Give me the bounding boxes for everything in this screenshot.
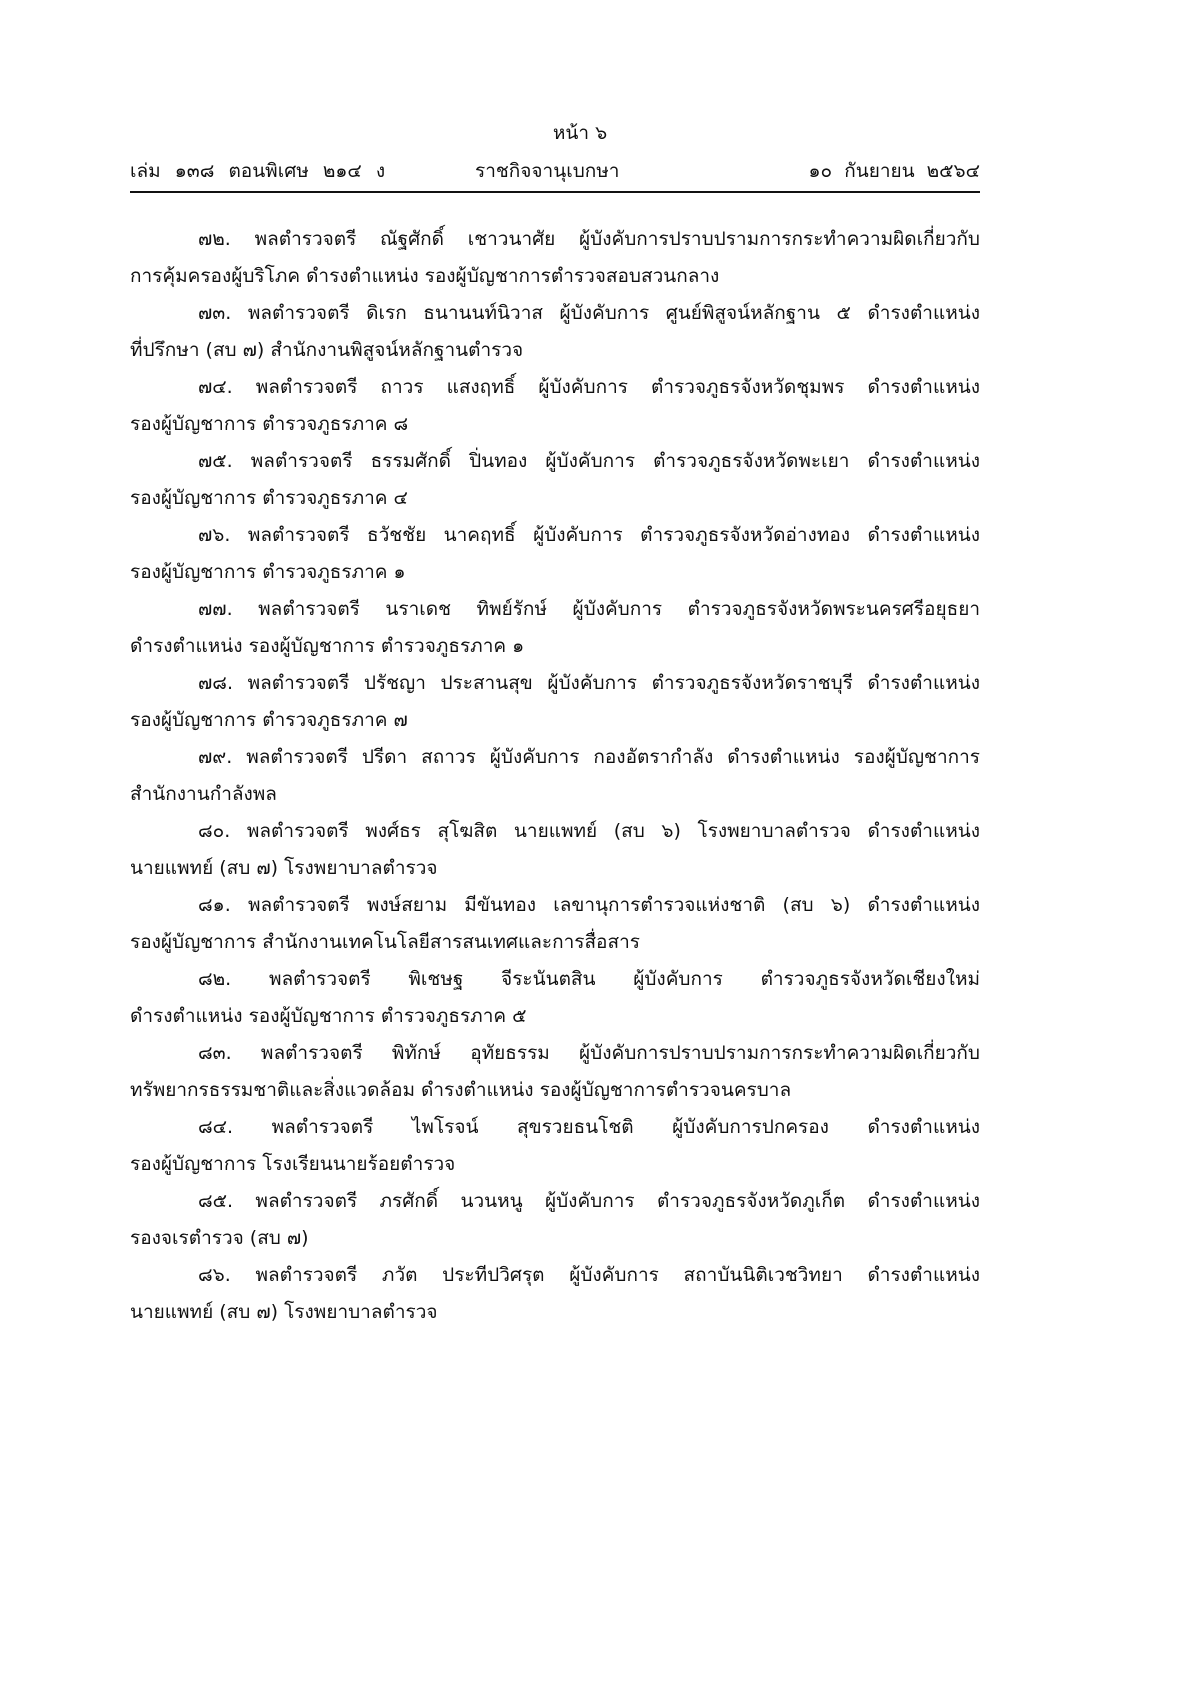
item-line-continuation: การคุ้มครองผู้บริโภค ดำรงตำแหน่ง รองผู้บัญชาการตำรวจสอบสวนกลาง — [130, 265, 720, 287]
item-line-continuation: รองผู้บัญชาการ โรงเรียนนายร้อยตำรวจ — [130, 1153, 456, 1175]
item-line-first: ๗๓. พลตำรวจตรี ดิเรก ธนานนท์นิวาส ผู้บังคับการ ศูนย์พิสูจน์หลักฐาน ๕ ดำรงตำแหน่ง — [198, 302, 980, 324]
page-number — [0, 118, 1200, 148]
appointment-item — [130, 890, 980, 964]
page-number-text: หน้า ๖ — [552, 122, 608, 144]
item-line-continuation: รองผู้บัญชาการ ตำรวจภูธรภาค ๑ — [130, 561, 406, 583]
item-line-first: ๗๗. พลตำรวจตรี นราเดช ทิพย์รักษ์ ผู้บังคับการ ตำรวจภูธรจังหวัดพระนครศรีอยุธยา — [198, 598, 980, 620]
item-line-continuation: ดำรงตำแหน่ง รองผู้บัญชาการ ตำรวจภูธรภาค ๑ — [130, 635, 525, 657]
appointment-item — [130, 1112, 980, 1186]
item-line-first: ๗๒. พลตำรวจตรี ณัฐศักดิ์ เชาวนาศัย ผู้บังคับการปราบปรามการกระทำความผิดเกี่ยวกับ — [198, 228, 980, 250]
item-line-continuation: รองผู้บัญชาการ ตำรวจภูธรภาค ๔ — [130, 487, 408, 509]
item-line-continuation: นายแพทย์ (สบ ๗) โรงพยาบาลตำรวจ — [130, 857, 438, 879]
item-line-continuation: ดำรงตำแหน่ง รองผู้บัญชาการ ตำรวจภูธรภาค ๕ — [130, 1005, 527, 1027]
item-line-continuation: สำนักงานกำลังพล — [130, 783, 277, 805]
item-line-continuation: รองผู้บัญชาการ สำนักงานเทคโนโลยีสารสนเทศและการสื่อสาร — [130, 931, 640, 953]
appointment-item — [130, 668, 980, 742]
appointment-item — [130, 964, 980, 1038]
item-line-first: ๗๕. พลตำรวจตรี ธรรมศักดิ์ ปิ่นทอง ผู้บังคับการ ตำรวจภูธรจังหวัดพะเยา ดำรงตำแหน่ง — [198, 450, 980, 472]
appointment-item — [130, 224, 980, 298]
item-line-continuation: รองจเรตำรวจ (สบ ๗) — [130, 1227, 309, 1249]
item-line-first: ๗๔. พลตำรวจตรี ถาวร แสงฤทธิ์ ผู้บังคับการ ตำรวจภูธรจังหวัดชุมพร ดำรงตำแหน่ง — [198, 376, 980, 398]
item-line-first: ๗๘. พลตำรวจตรี ปรัชญา ประสานสุข ผู้บังคับการ ตำรวจภูธรจังหวัดราชบุรี ดำรงตำแหน่ง — [198, 672, 980, 694]
item-line-continuation: รองผู้บัญชาการ ตำรวจภูธรภาค ๗ — [130, 709, 408, 731]
appointment-item — [130, 1260, 980, 1334]
appointment-item — [130, 742, 980, 816]
item-line-first: ๘๒. พลตำรวจตรี พิเชษฐ จีระนันตสิน ผู้บังคับการ ตำรวจภูธรจังหวัดเชียงใหม่ — [198, 968, 980, 990]
volume-issue: เล่ม ๑๓๘ ตอนพิเศษ ๒๑๔ ง — [130, 160, 386, 182]
appointment-item — [130, 298, 980, 372]
appointment-item — [130, 372, 980, 446]
document-body — [130, 224, 980, 1334]
publication-date: ๑๐ กันยายน ๒๕๖๔ — [808, 160, 980, 182]
appointment-item — [130, 594, 980, 668]
item-line-first: ๘๕. พลตำรวจตรี ภรศักดิ์ นวนหนู ผู้บังคับการ ตำรวจภูธรจังหวัดภูเก็ต ดำรงตำแหน่ง — [198, 1190, 980, 1212]
item-line-first: ๘๐. พลตำรวจตรี พงศ์ธร สุโฆสิต นายแพทย์ (สบ ๖) โรงพยาบาลตำรวจ ดำรงตำแหน่ง — [198, 820, 980, 842]
appointment-item — [130, 446, 980, 520]
item-line-continuation: ทรัพยากรธรรมชาติและสิ่งแวดล้อม ดำรงตำแหน่ง รองผู้บัญชาการตำรวจนครบาล — [130, 1079, 792, 1101]
running-header — [130, 156, 980, 186]
appointment-item — [130, 520, 980, 594]
publication-title: ราชกิจจานุเบกษา — [475, 160, 620, 182]
appointment-item — [130, 816, 980, 890]
item-line-continuation: รองผู้บัญชาการ ตำรวจภูธรภาค ๘ — [130, 413, 409, 435]
item-line-first: ๗๙. พลตำรวจตรี ปรีดา สถาวร ผู้บังคับการ กองอัตรากำลัง ดำรงตำแหน่ง รองผู้บัญชาการ — [198, 746, 980, 768]
header-rule — [130, 191, 980, 193]
item-line-continuation: นายแพทย์ (สบ ๗) โรงพยาบาลตำรวจ — [130, 1301, 438, 1323]
item-line-first: ๘๓. พลตำรวจตรี พิทักษ์ อุทัยธรรม ผู้บังคับการปราบปรามการกระทำความผิดเกี่ยวกับ — [198, 1042, 980, 1064]
item-line-first: ๘๖. พลตำรวจตรี ภวัต ประทีปวิศรุต ผู้บังคับการ สถาบันนิติเวชวิทยา ดำรงตำแหน่ง — [198, 1264, 980, 1286]
item-line-continuation: ที่ปรึกษา (สบ ๗) สำนักงานพิสูจน์หลักฐานตำรวจ — [130, 339, 524, 361]
appointment-item — [130, 1186, 980, 1260]
item-line-first: ๘๑. พลตำรวจตรี พงษ์สยาม มีขันทอง เลขานุการตำรวจแห่งชาติ (สบ ๖) ดำรงตำแหน่ง — [198, 894, 980, 916]
item-line-first: ๘๔. พลตำรวจตรี ไพโรจน์ สุขรวยธนโชติ ผู้บังคับการปกครอง ดำรงตำแหน่ง — [198, 1116, 980, 1138]
appointment-item — [130, 1038, 980, 1112]
item-line-first: ๗๖. พลตำรวจตรี ธวัชชัย นาคฤทธิ์ ผู้บังคับการ ตำรวจภูธรจังหวัดอ่างทอง ดำรงตำแหน่ง — [198, 524, 980, 546]
